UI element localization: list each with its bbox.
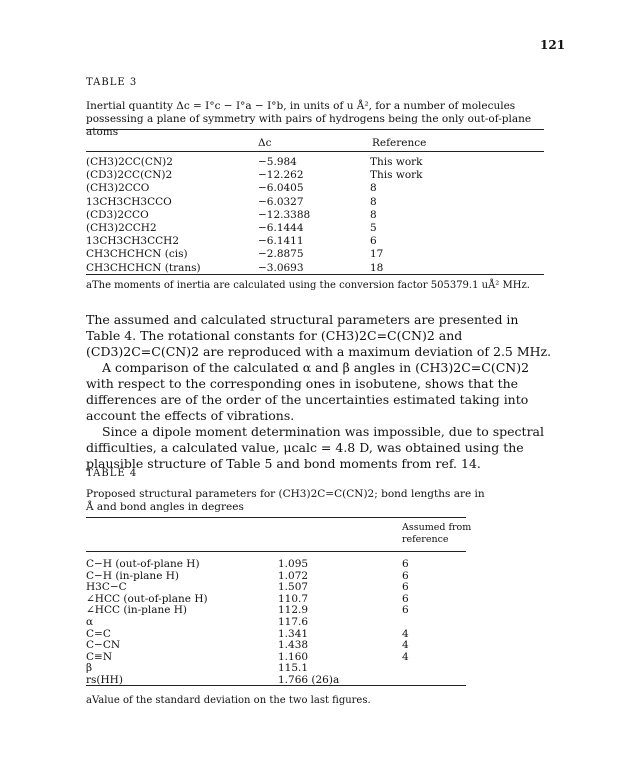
table4-cell-value: 110.7 xyxy=(278,592,309,605)
table3-cell-molecule: 13CH3CH3CCO xyxy=(86,195,172,208)
table3-caption: Inertial quantity Δc = I°c − I°a − I°b, in units of u Å², for a number of molecules possessing a plane of symmetry with pairs of hydrogens being the only out-of-plane atoms xyxy=(86,100,532,138)
table4-header-ref: Assumed from reference xyxy=(402,522,472,545)
table4-label: TABLE 4 xyxy=(86,468,138,479)
table3-cell-value: −5.984 xyxy=(258,156,297,168)
table3-cell-molecule: CH3CHCHCN (cis) xyxy=(86,248,188,261)
table4-cell-param: ∠HCC (in-plane H) xyxy=(86,604,188,617)
table3-cell-value: −6.1444 xyxy=(258,222,304,234)
table4-cell-value: 1.072 xyxy=(278,569,309,582)
table3-cell-molecule: (CH3)2CC(CN)2 xyxy=(86,156,173,168)
paragraph: The assumed and calculated structural parameters are presented in Table 4. The rotational constants for (CH3)2C=C(CN)2 and (CD3)2C=C(CN)2 are reproduced with a maximum deviation of 2.5 MHz. xyxy=(86,312,552,359)
table3-cell-molecule: (CH3)2CCO xyxy=(86,182,150,195)
table3-footnote: aThe moments of inertia are calculated using the conversion factor 505379.1 uÅ² MHz. xyxy=(86,280,530,291)
table3-cell-ref: 8 xyxy=(370,195,377,208)
table4-cell-value: 1.766 (26)a xyxy=(278,674,340,686)
table4-cell-param: C−CN xyxy=(86,639,121,652)
table3-cell-value: −3.0693 xyxy=(258,261,304,274)
table3-top-rule xyxy=(86,129,544,130)
table4-cell-param: β xyxy=(86,662,93,675)
paragraph: A comparison of the calculated α and β angles in (CH3)2C=C(CN)2 with respect to the corresponding ones in isobutene, shows that the differences are of the order of the uncertainties estimated taking into account the effects of vibrations. xyxy=(86,360,530,423)
table3-header-delta: Δc xyxy=(258,137,272,149)
table3-cell-molecule: (CD3)2CC(CN)2 xyxy=(86,169,173,182)
table4-cell-value: 115.1 xyxy=(278,662,309,675)
table4-cell-param: rs(HH) xyxy=(86,674,123,686)
table4-cell-value: 1.095 xyxy=(278,558,309,570)
table3-cell-value: −6.1411 xyxy=(258,235,304,248)
table3-label: TABLE 3 xyxy=(86,77,138,88)
table4-cell-param: ∠HCC (out-of-plane H) xyxy=(86,592,208,605)
table4-cell-ref: 6 xyxy=(402,569,409,582)
table4-cell-ref: 4 xyxy=(402,627,409,640)
table4-cell-value: 1.341 xyxy=(278,627,309,640)
table3-bottom-rule xyxy=(86,274,544,275)
table4-top-rule xyxy=(86,517,466,518)
table4-header-rule xyxy=(86,551,466,552)
table3-header-rule xyxy=(86,151,544,152)
table3-cell-molecule: (CD3)2CCO xyxy=(86,208,149,221)
table3-cell-ref: 5 xyxy=(370,222,377,234)
table4-cell-value: 112.9 xyxy=(278,604,309,617)
table4-cell-param: C=C xyxy=(86,627,111,640)
table4-cell-ref: 4 xyxy=(402,639,409,652)
table4-cell-ref: 6 xyxy=(402,581,409,594)
table4-cell-value: 1.160 xyxy=(278,650,309,663)
table4-cell-value: 1.507 xyxy=(278,581,309,594)
table3-cell-value: −12.262 xyxy=(258,169,304,182)
table4-cell-value: 117.6 xyxy=(278,616,309,628)
table4-bottom-rule xyxy=(86,685,466,686)
table4-cell-ref: 6 xyxy=(402,592,409,605)
body-text xyxy=(86,312,556,472)
table4-caption: Proposed structural parameters for (CH3)2C=C(CN)2; bond lengths are in Å and bond angles in degrees xyxy=(86,488,485,513)
table4-cell-param: H3C−C xyxy=(86,581,127,594)
table3-header-reference: Reference xyxy=(372,137,427,149)
table3-cell-value: −6.0405 xyxy=(258,182,304,195)
table4-cell-param: C−H (in-plane H) xyxy=(86,569,179,582)
table4-cell-param: C−H (out-of-plane H) xyxy=(86,558,200,570)
table3-cell-ref: This work xyxy=(370,169,423,182)
table3-cell-ref: This work xyxy=(370,156,423,168)
page-number: 121 xyxy=(540,38,566,52)
table3-cell-ref: 17 xyxy=(370,248,384,261)
table3-cell-ref: 8 xyxy=(370,208,377,221)
table3-cell-value: −2.8875 xyxy=(258,248,304,261)
table3-cell-molecule: 13CH3CH3CCH2 xyxy=(86,235,180,248)
table3-cell-ref: 18 xyxy=(370,261,384,274)
table3-cell-value: −6.0327 xyxy=(258,195,304,208)
paragraph: Since a dipole moment determination was impossible, due to spectral difficulties, a calculated value, μcalc = 4.8 D, was obtained using the plausible structure of Table 5 and bond moments from ref. 14. xyxy=(86,424,544,471)
table4-cell-ref: 6 xyxy=(402,604,409,617)
table4-cell-param: α xyxy=(86,616,94,628)
table3-cell-value: −12.3388 xyxy=(258,208,311,221)
table3-cell-ref: 6 xyxy=(370,235,377,248)
table4-cell-param: C≡N xyxy=(86,650,113,663)
table4-cell-value: 1.438 xyxy=(278,639,309,652)
table4-cell-ref: 4 xyxy=(402,650,409,663)
table3-cell-molecule: (CH3)2CCH2 xyxy=(86,222,157,234)
table4-cell-ref: 6 xyxy=(402,558,409,570)
table3-cell-molecule: CH3CHCHCN (trans) xyxy=(86,261,201,274)
table4-footnote: aValue of the standard deviation on the two last figures. xyxy=(86,695,371,706)
table3-cell-ref: 8 xyxy=(370,182,377,195)
